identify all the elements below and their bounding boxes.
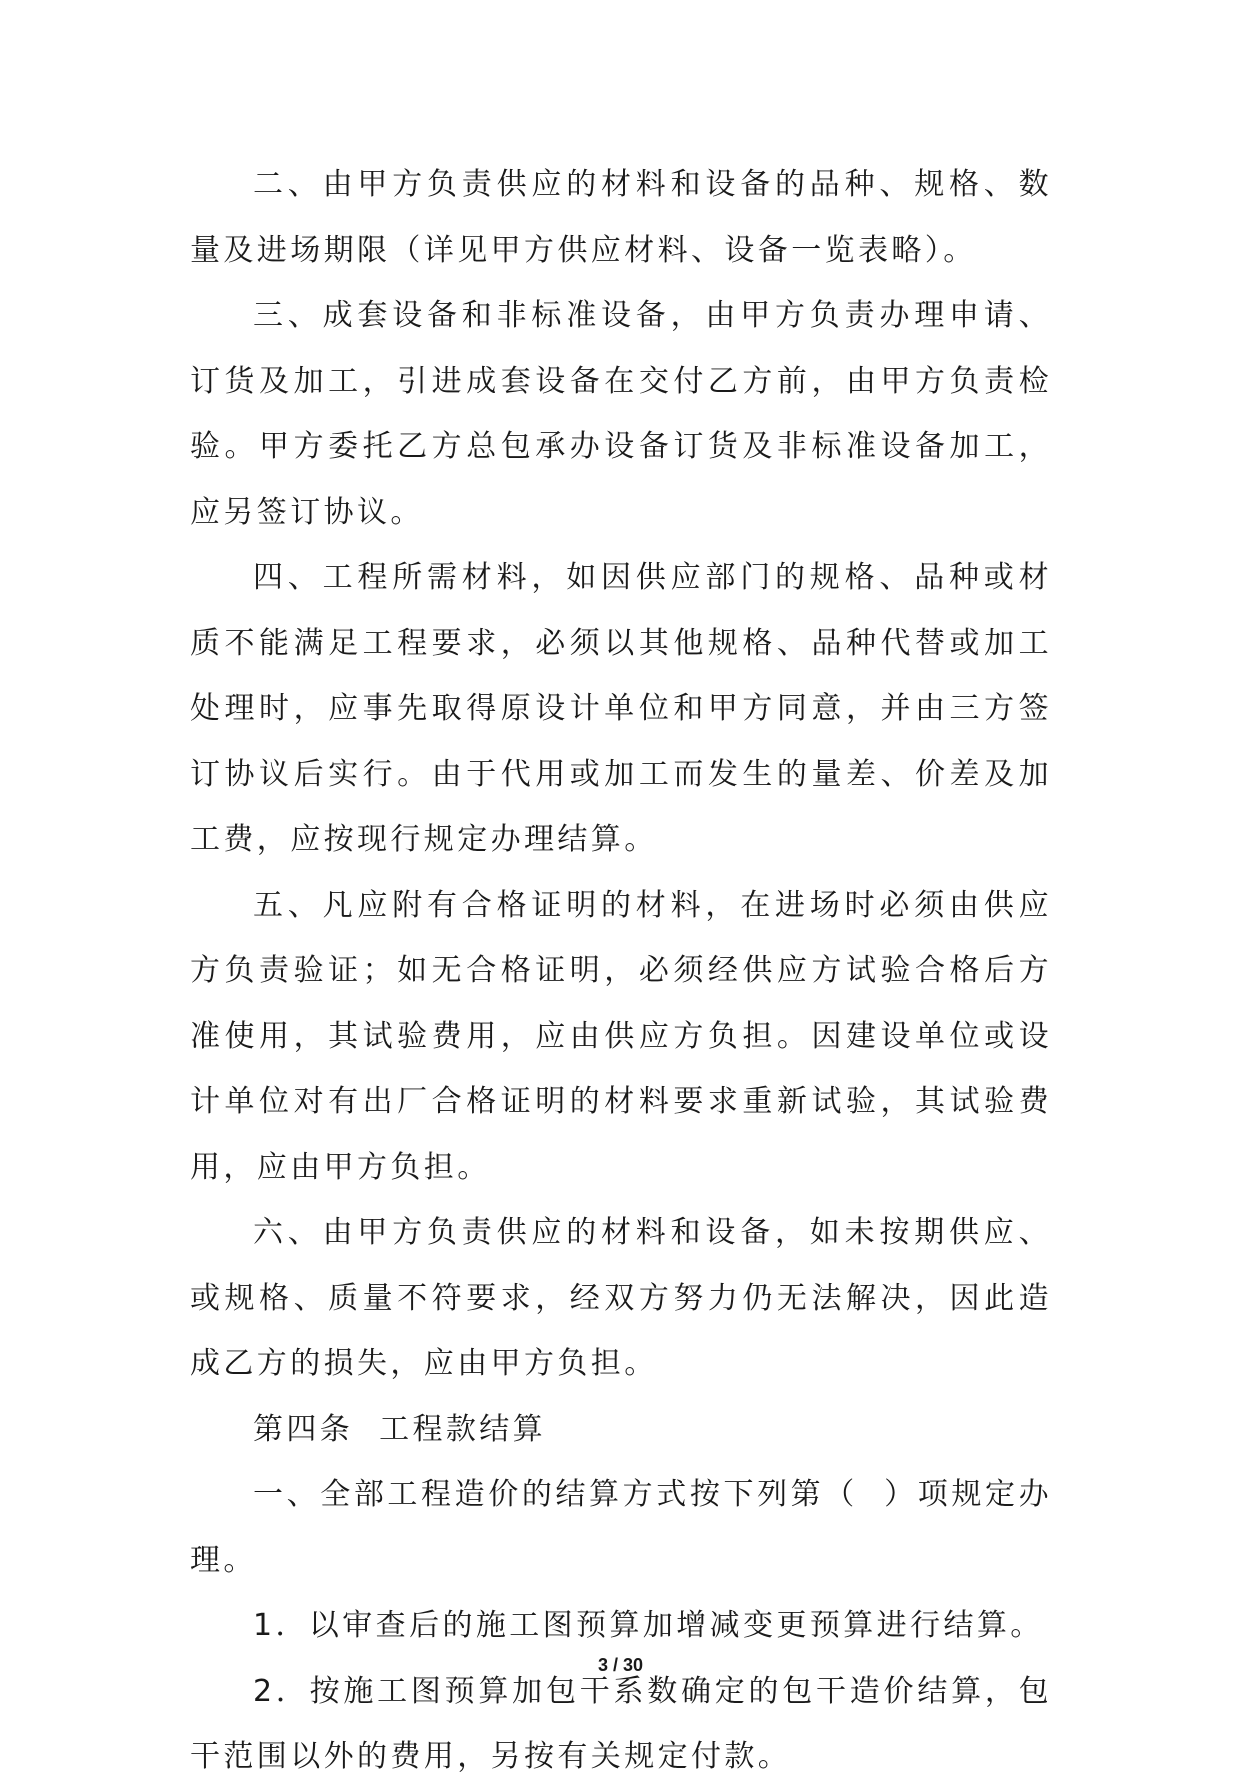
list-item-settlement-2: 2．按施工图预算加包干系数确定的包干造价结算，包干范围以外的费用，另按有关规定付款。 <box>190 1673 1052 1774</box>
paragraph-certificate-verification: 五、凡应附有合格证明的材料，在进场时必须由供应方负责验证；如无合格证明，必须经供应方试验合格后方准使用，其试验费用，应由供应方负担。因建设单位或设计单位对有出厂合格证明的材料要求重新试验，其试验费用，应由甲方负担。 <box>190 887 1052 1185</box>
section-heading-article-four: 第四条 工程款结算 <box>253 1411 547 1447</box>
paragraph-material-substitution: 四、工程所需材料，如因供应部门的规格、品种或材质不能满足工程要求，必须以其他规格、品种代替或加工处理时，应事先取得原设计单位和甲方同意，并由三方签订协议后实行。由于代用或加工而发生的量差、价差及加工费，应按现行规定办理结算。 <box>190 560 1052 857</box>
list-item-settlement-1: 1．以审查后的施工图预算加增减变更预算进行结算。 <box>253 1608 1044 1643</box>
paragraph-materials-supply: 二、由甲方负责供应的材料和设备的品种、规格、数量及进场期限（详见甲方供应材料、设备一览表略）。 <box>190 167 1052 268</box>
paragraph-complete-equipment: 三、成套设备和非标准设备，由甲方负责办理申请、订货及加工，引进成套设备在交付乙方前，由甲方负责检验。甲方委托乙方总包承办设备订货及非标准设备加工，应另签订协议。 <box>190 298 1052 530</box>
paragraph-settlement-method: 一、全部工程造价的结算方式按下列第（ ）项规定办理。 <box>190 1477 1052 1578</box>
paragraph-supply-default: 六、由甲方负责供应的材料和设备，如未按期供应、或规格、质量不符要求，经双方努力仍无法解决，因此造成乙方的损失，应由甲方负担。 <box>190 1215 1052 1381</box>
document-body <box>190 152 1052 1790</box>
page-number: 3 / 30 <box>597 1655 644 1675</box>
